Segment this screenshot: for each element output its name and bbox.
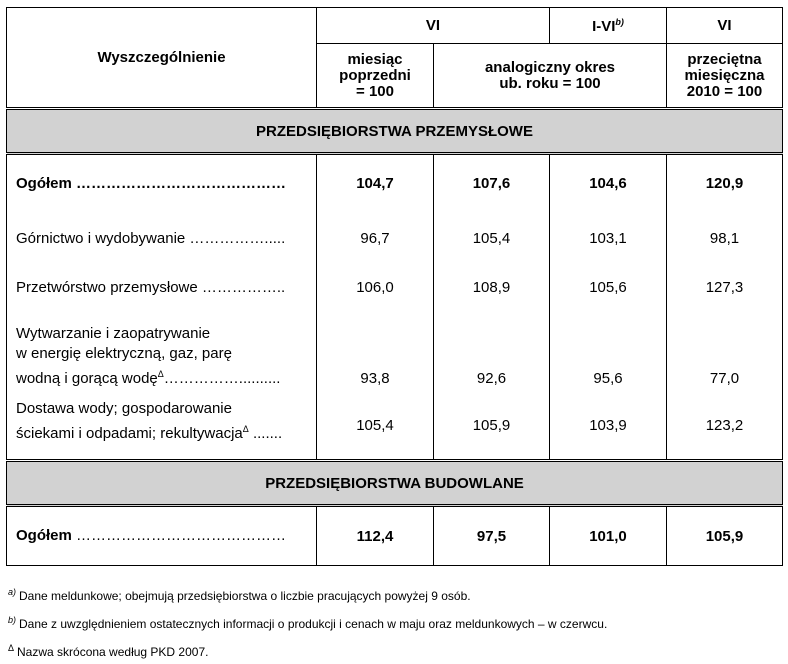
delta-mark: Δ [242, 423, 249, 434]
cell-value: 95,6 [550, 311, 667, 395]
subheader-analog-period [434, 44, 667, 109]
subheader-prev-month [317, 44, 434, 109]
cell-value: 103,9 [550, 395, 667, 461]
cell-value: 105,4 [434, 213, 550, 265]
subheader-line: miesięczna [684, 66, 765, 84]
cell-value: 92,6 [434, 311, 550, 395]
cell-value: 104,6 [550, 154, 667, 213]
delta-mark: Δ [157, 368, 164, 379]
footnote-mark-b: b) [615, 16, 624, 27]
section-title-construction: PRZEDSIĘBIORSTWA BUDOWLANE [7, 461, 783, 506]
subheader-line: = 100 [356, 82, 394, 100]
footnotes [8, 580, 778, 664]
header-col-vi2: VI [667, 8, 783, 44]
header-label: Wyszczególnienie [7, 8, 317, 109]
section-title-industry: PRZEDSIĘBIORSTWA PRZEMYSŁOWE [7, 109, 783, 154]
cell-value: 105,6 [550, 265, 667, 311]
cell-value: 97,5 [434, 506, 550, 566]
row-label: Wytwarzanie i zaopatrywanie w energię elektryczną, gaz, parę wodną i gorącą wodę$^\Delta$…………….......... [7, 311, 317, 395]
footnote: $^{a)}$ Dane meldunkowe; obejmują przedsiębiorstwa o liczbie pracujących powyżej 9 osób. [8, 587, 471, 603]
cell-value: 108,9 [434, 265, 550, 311]
footnote: $^{b)}$ Dane z uwzględnieniem ostatecznych informacji o produkcji i cenach w maju oraz meldunkowych – w czerwcu. [8, 615, 608, 631]
cell-value: 107,6 [434, 154, 550, 213]
cell-value: 106,0 [317, 265, 434, 311]
subheader-avg-month [667, 44, 783, 109]
cell-value: 112,4 [317, 506, 434, 566]
header-col-i-vi [550, 8, 667, 44]
row-label: Dostawa wody; gospodarowanie ściekami i odpadami; rekultywacja$^\Delta$ ....... [7, 395, 317, 461]
cell-value: 104,7 [317, 154, 434, 213]
subheader-line: ub. roku = 100 [499, 74, 601, 92]
row-label: Ogółem …………………………………… [7, 506, 317, 566]
cell-value: 98,1 [667, 213, 783, 265]
cell-value: 105,9 [434, 395, 550, 461]
header-col-vi: VI [317, 8, 550, 44]
cell-value: 105,9 [667, 506, 783, 566]
subheader-line: analogiczny okres [484, 58, 616, 76]
data-table [6, 7, 783, 566]
cell-value: 101,0 [550, 506, 667, 566]
cell-value: 96,7 [317, 213, 434, 265]
subheader-line: poprzedni [339, 66, 411, 84]
cell-value: 77,0 [667, 311, 783, 395]
subheader-line: przeciętna [687, 50, 762, 68]
row-label: Górnictwo i wydobywanie ……………..... [7, 213, 317, 265]
cell-value: 123,2 [667, 395, 783, 461]
cell-value: 120,9 [667, 154, 783, 213]
subheader-line: 2010 = 100 [686, 82, 763, 100]
cell-value: 127,3 [667, 265, 783, 311]
footnote: $^\Delta$ Nazwa skrócona według PKD 2007. [8, 643, 209, 659]
row-label: Przetwórstwo przemysłowe …………….. [7, 265, 317, 311]
cell-value: 105,4 [317, 395, 434, 461]
row-label: Ogółem …………………………………… [7, 154, 317, 213]
cell-value: 93,8 [317, 311, 434, 395]
header-col-i-vi-text: I-VI [592, 17, 616, 35]
subheader-line: miesiąc [347, 50, 403, 68]
cell-value: 103,1 [550, 213, 667, 265]
